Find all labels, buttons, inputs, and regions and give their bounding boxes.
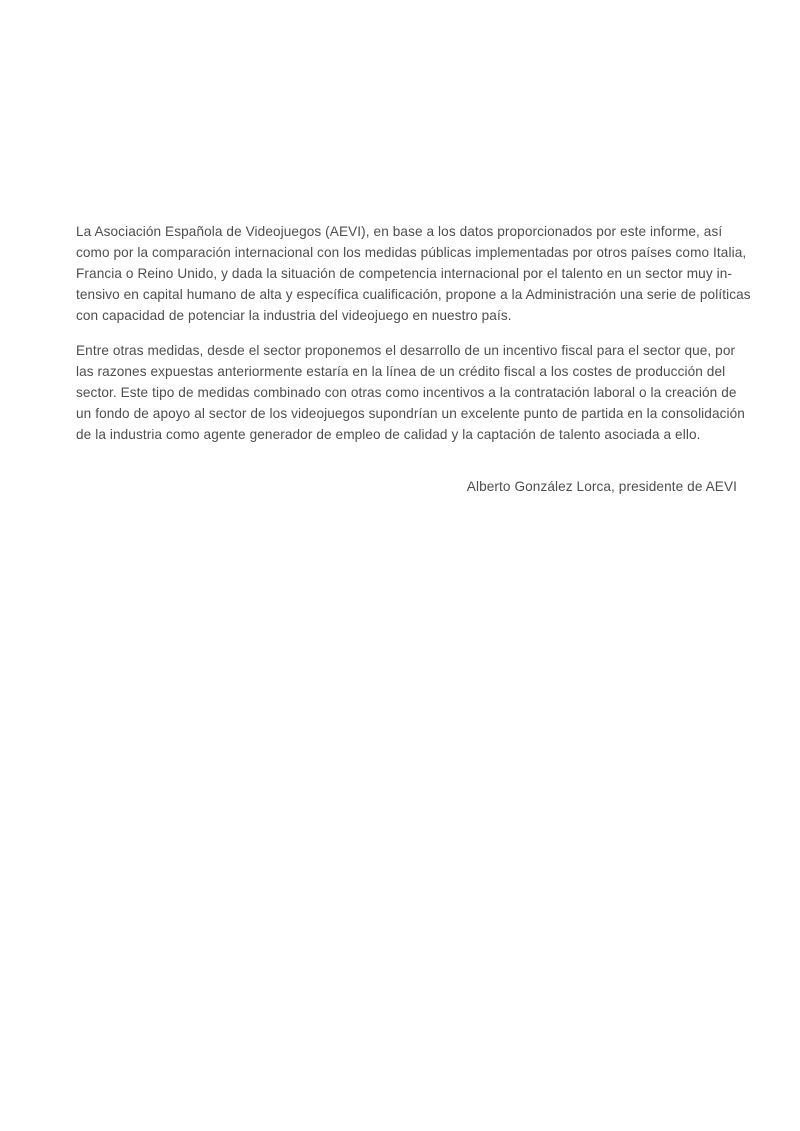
paragraph-line: tensivo en capital humano de alta y específica cualificación, propone a la Administración una serie de políticas	[76, 287, 751, 302]
paragraph-line: La Asociación Española de Videojuegos (AEVI), en base a los datos proporcionados por este informe, así	[76, 224, 723, 239]
paragraph-line: Entre otras medidas, desde el sector proponemos el desarrollo de un incentivo fiscal para el sector que, por	[76, 343, 736, 358]
paragraph-line: de la industria como agente generador de empleo de calidad y la captación de talento asociada a ello.	[76, 427, 701, 442]
paragraph-line: sector. Este tipo de medidas combinado con otras como incentivos a la contratación laboral o la creación de	[76, 385, 737, 400]
paragraph-line: un fondo de apoyo al sector de los videojuegos supondrían un excelente punto de partida en la consolidación	[76, 406, 745, 421]
paragraph-line: con capacidad de potenciar la industria del videojuego en nuestro país.	[76, 308, 512, 323]
paragraph-fiscal-measures	[76, 340, 745, 445]
paragraph-aevi-proposal	[76, 221, 751, 326]
paragraph-line: las razones expuestas anteriormente estaría en la línea de un crédito fiscal a los costes de producción del	[76, 364, 726, 379]
paragraph-line: Francia o Reino Unido, y dada la situación de competencia internacional por el talento en un sector muy in-	[76, 266, 733, 281]
signature-line: Alberto González Lorca, presidente de AEVI	[466, 479, 737, 494]
paragraph-line: como por la comparación internacional con los medidas públicas implementadas por otros países como Italia,	[76, 245, 747, 260]
body-text-block	[76, 221, 751, 497]
